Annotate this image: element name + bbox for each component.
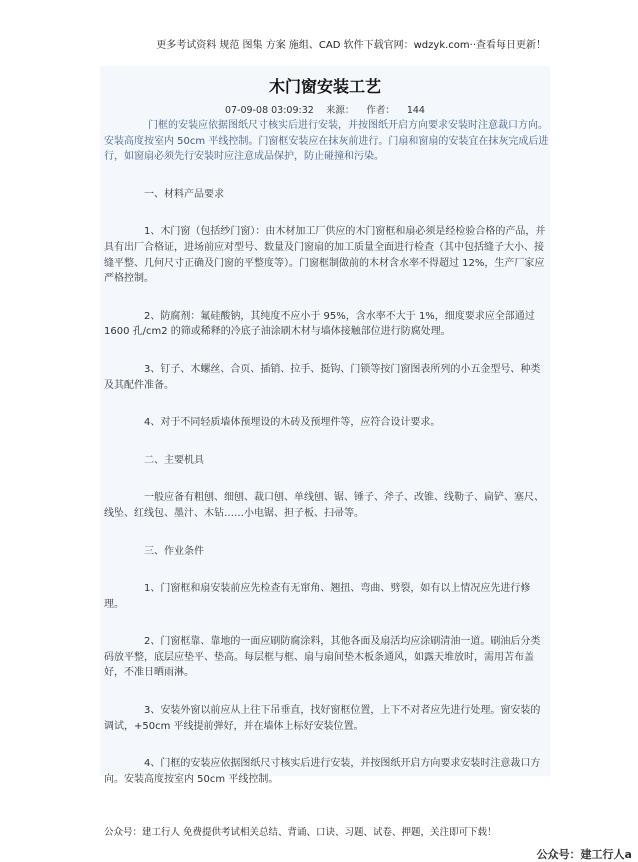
section-heading: 二、主要机具 [144,454,204,466]
watermark-text: 公众号：建工行人a [536,848,632,861]
page-title: 木门窗安装工艺 [268,77,381,96]
top-banner: 更多考试资料 规范 图集 方案 施组、CAD 软件下载官网：wdzyk.com··查看每日更新！ [156,40,546,51]
view-count: 144 [406,105,425,116]
section-paragraph: 3、安装外窗以前应从上往下吊垂直，找好窗框位置，上下不对者应先进行处理。窗安装的调试，+50cm 平线提前弹好，并在墙体上标好安装位置。 [104,705,541,732]
section-paragraph: 一般应备有粗刨、细刨、裁口刨、单线刨、锯、锤子、斧子、改锥、线勒子、扁铲、塞尺、线坠、红线包、墨汁、木钻……小电锯、担子板、扫帚等。 [104,492,544,519]
section-paragraph: 2、门窗框靠、靠地的一面应刷防腐涂料，其他各面及扇活均应涂刷清油一道。刷油后分类码放平整，底层应垫平、垫高。每层框与框、扇与扇间垫木板条通风，如露天堆放时，需用苫布盖好，不准日晒雨淋。 [104,636,541,679]
section-heading: 三、作业条件 [144,545,204,557]
author-label: 作者： [366,105,395,116]
intro-paragraph: 门框的安装应依据图纸尺寸核实后进行安装，并按图纸开启方向要求安装时注意裁口方向。安装高度按室内 50cm 平线控制。门窗框安装应在抹灰前进行。门扇和窗扇的安装宜在抹灰完成后进行，如窗扇必须先行安装时应注意成品保护，防止碰撞和污染。 [104,120,549,163]
article-body [104,118,550,787]
section-heading: 一、材料产品要求 [144,188,224,200]
section-paragraph: 4、门框的安装应依据图纸尺寸核实后进行安装，并按图纸开启方向要求安装时注意裁口方向。安装高度按室内 50cm 平线控制。 [104,758,541,785]
source-label: 来源： [325,105,355,116]
section-paragraph: 4、对于不同轻质墙体预埋设的木砖及预埋件等，应符合设计要求。 [144,417,441,429]
section-paragraph: 2、防腐剂：氟硅酸钠，其纯度不应小于 95%，含水率不大于 1%，细度要求应全部通过 1600 孔/cm2 的筛或稀释的冷底子油涂刷木材与墙体接触部位进行防腐处理。 [104,310,535,338]
section-paragraph: 1、门窗框和扇安装前应先检查有无窜角、翘扭、弯曲、劈裂，如有以上情况应先进行修理。 [104,583,531,610]
article-date: 07-09-08 03:09:32 [225,105,314,116]
footer-notice: 公众号：建工行人 免费提供考试相关总结、背诵、口诀、习题、试卷、押题，关注即可下载！ [104,827,497,838]
section-paragraph: 1、木门窗（包括纱门窗）：由木材加工厂供应的木门窗框和扇必须是经检验合格的产品，并具有出厂合格证，进场前应对型号、数量及门窗扇的加工质量全面进行检查（其中包括缝子大小、接缝平整、几何尺寸正确及门窗的平整度等）。门窗框制做前的木材含水率不得超过 12%，生产厂家应严格控制。 [104,226,546,285]
article-meta [225,102,437,116]
section-paragraph: 3、钉子、木螺丝、合页、插销、拉手、挺钩、门锁等按门窗图表所列的小五金型号、种类及其配件准备。 [104,363,541,391]
